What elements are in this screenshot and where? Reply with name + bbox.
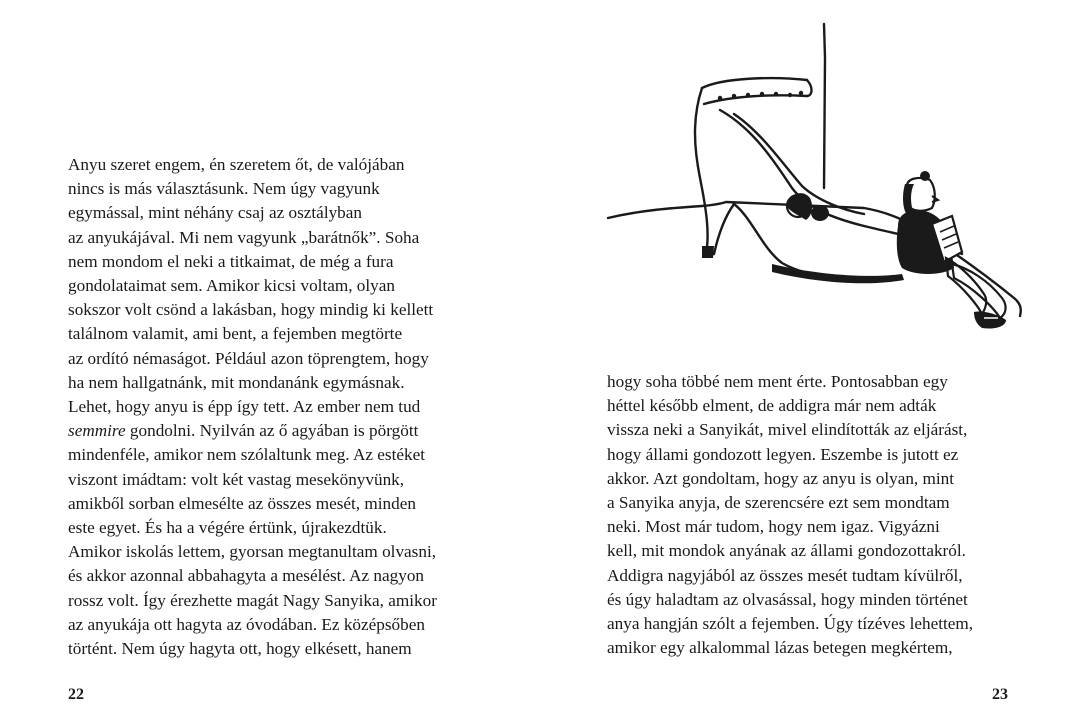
text-line: nem mondom el neki a titkaimat, de még a fura — [68, 251, 394, 271]
text-line: neki. Most már tudom, hogy nem igaz. Vigyázni — [607, 517, 940, 537]
emphasized-word: semmire — [68, 421, 126, 441]
text-line: ha nem hallgatnánk, mit mondanánk egymásnak. — [68, 372, 405, 392]
text-line: Amikor iskolás lettem, gyorsan megtanultam olvasni, — [68, 542, 437, 562]
text-line: vissza neki a Sanyikát, mivel elindították az eljárást, — [607, 420, 968, 440]
text-line: hogy állami gondozott legyen. Eszembe is jutott ez — [607, 444, 959, 464]
text-line: anya hangján szólt a fejemben. Úgy tízéves lehettem, — [607, 614, 974, 634]
right-page-text — [607, 370, 973, 660]
text-line: viszont imádtam: volt két vastag mesekönyvünk, — [68, 469, 405, 489]
text-line: történt. Nem úgy hagyta ott, hogy elkésett, hanem — [68, 639, 412, 659]
shoe-collar-end — [807, 80, 812, 96]
text-line-rest: gondolni. Nyilván az ő agyában is pörgött — [125, 421, 419, 441]
high-heel-shoe-with-girl-reading-illustration-icon — [602, 18, 1032, 343]
text-line: akkor. Azt gondoltam, hogy az anyu is olyan, mint — [607, 468, 955, 488]
text-line: sokszor volt csönd a lakásban, hogy mindig ki kellett — [68, 300, 434, 320]
text-line: Addigra nagyjából az összes mesét tudtam kívülről, — [607, 565, 963, 585]
heel-tip — [702, 246, 714, 258]
text-line: nincs is más választásunk. Nem úgy vagyunk — [68, 179, 380, 199]
text-line: héttel később elment, de addigra már nem adták — [607, 396, 937, 416]
text-line: a Sanyika anyja, de szerencsére ezt sem mondtam — [607, 493, 950, 513]
page-number-left: 22 — [68, 686, 84, 703]
text-line: amikor egy alkalommal lázas betegen megkértem, — [607, 638, 953, 658]
text-line — [68, 419, 437, 443]
text-line: Anyu szeret engem, én szeretem őt, de valójában — [68, 155, 405, 174]
left-page-text — [68, 153, 437, 661]
text-line: amikből sorban elmesélte az összes mesét, minden — [68, 493, 416, 513]
wall-edge-line — [824, 24, 825, 188]
text-line: Lehet, hogy anyu is épp így tett. Az ember nem tud — [68, 397, 421, 417]
text-line: találnom valamit, ami bent, a fejemben megtörte — [68, 324, 403, 344]
shoe-heel-front — [695, 88, 708, 254]
text-line: kell, mit mondok anyának az állami gondozottakról. — [607, 541, 966, 561]
text-line: egymással, mint néhány csaj az osztályban — [68, 203, 363, 223]
shoe-collar-top — [702, 78, 807, 88]
text-line: és úgy haladtam az olvasással, hogy minden történet — [607, 589, 968, 609]
page-number-right: 23 — [992, 686, 1008, 703]
text-line: mindenféle, amikor nem szólaltunk meg. Az estéket — [68, 445, 426, 465]
text-line: este egyet. És ha a végére értünk, újrakezdtük. — [68, 518, 387, 538]
text-line: gondolataimat sem. Amikor kicsi voltam, olyan — [68, 276, 395, 296]
text-line: az anyukája ott hagyta az óvodában. Ez középsőben — [68, 614, 425, 634]
girl-reading — [897, 171, 1006, 329]
child-in-shoe — [787, 193, 829, 221]
text-line: rossz volt. Így érezhette magát Nagy Sanyika, amikor — [68, 590, 437, 610]
text-line: és akkor azonnal abbahagyta a mesélést. Az nagyon — [68, 566, 425, 586]
text-line: az ordító némaságot. Például azon töprengtem, hogy — [68, 348, 429, 368]
text-line: hogy soha többé nem ment érte. Pontosabban egy — [607, 372, 948, 391]
text-line: az anyukájával. Mi nem vagyunk „barátnők”. Soha — [68, 227, 420, 247]
